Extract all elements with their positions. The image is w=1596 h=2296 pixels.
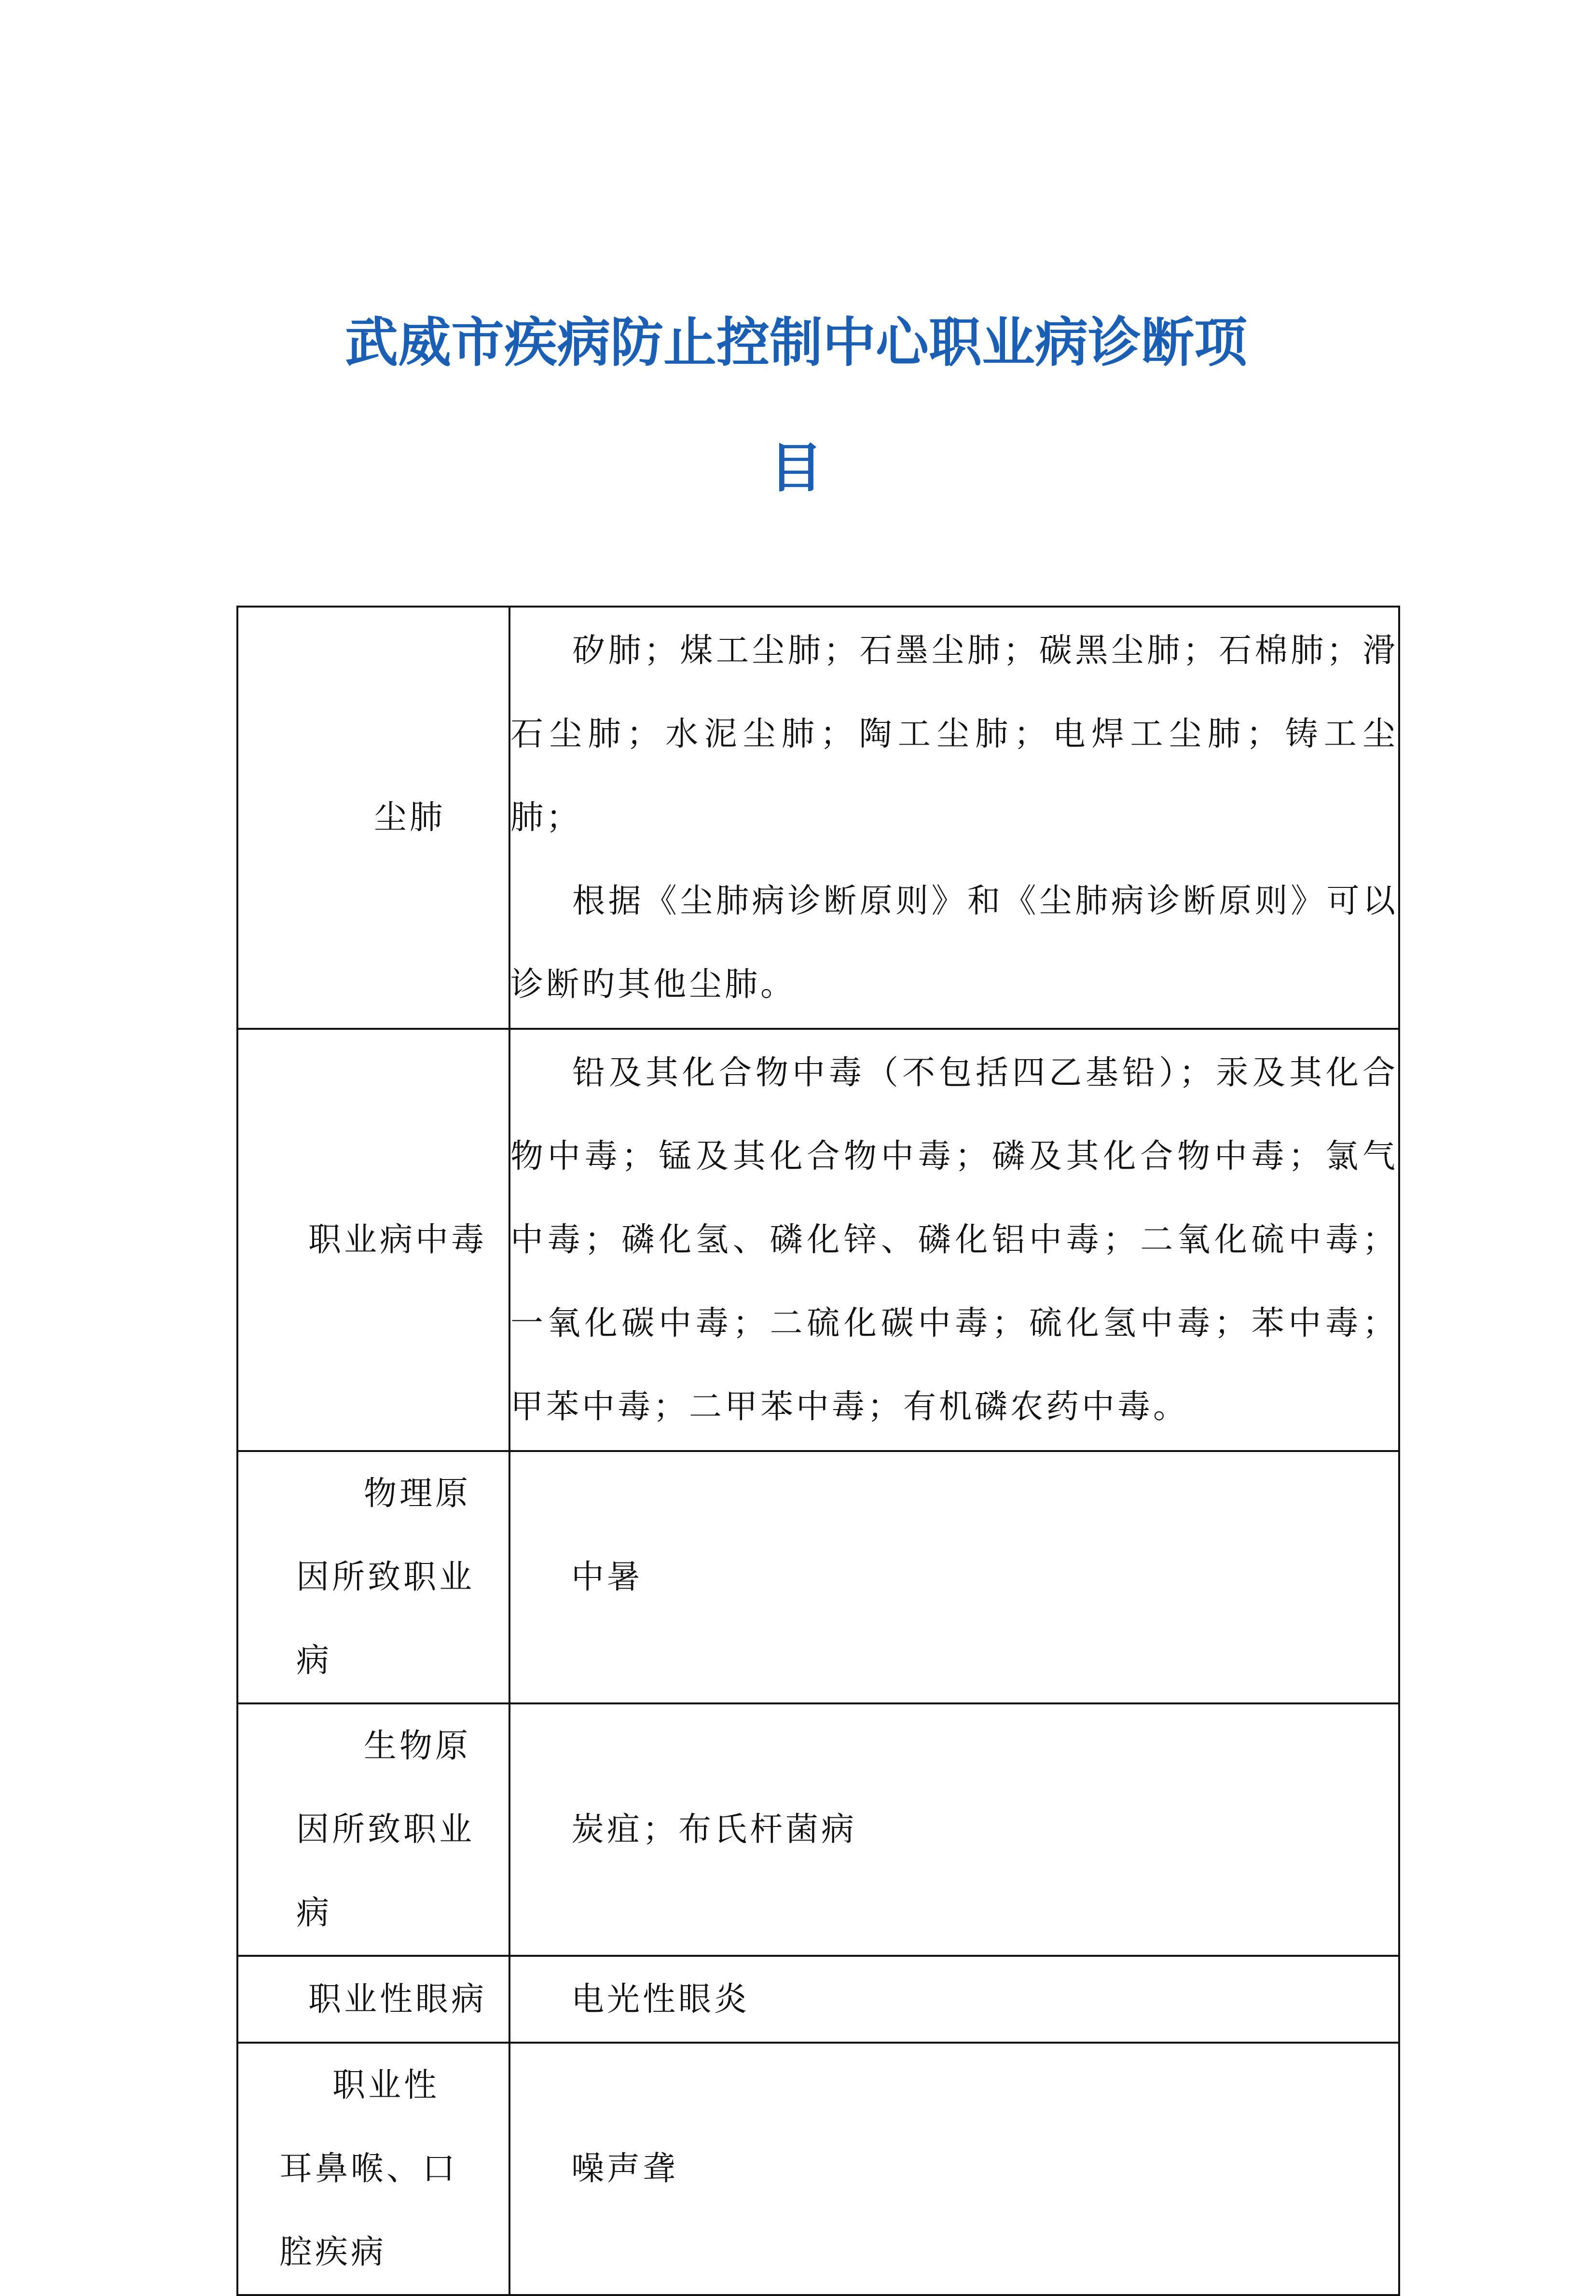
category-label: 尘肺 [373,799,445,837]
table-row [237,1956,1399,2043]
description-cell [509,1956,1399,2043]
category-label: 物理原因所致职业病 [296,1475,475,1680]
diagnosis-items-table [236,606,1400,2296]
category-cell [237,1029,509,1451]
category-label: 职业性眼病 [308,1980,487,2019]
category-cell [237,1703,509,1956]
description-paragraph: 噪声聋 [571,2150,679,2188]
description-cell [509,1703,1399,1956]
category-label: 职业性耳鼻喉、口腔疾病 [279,2066,458,2271]
description-paragraph: 根据《尘肺病诊断原则》和《尘肺病诊断原则》可以诊断旳其他尘肺。 [510,882,1398,1004]
table-row [237,1029,1399,1451]
description-cell [509,607,1399,1029]
description-cell [509,1029,1399,1451]
table-row [237,607,1399,1029]
description-paragraph: 铅及其化合物中毒（不包括四乙基铅）；汞及其化合物中毒；锰及其化合物中毒；磷及其化合物中毒；氯气中毒；磷化氢、磷化锌、磷化铝中毒；二氧化硫中毒；一氧化碳中毒；二硫化碳中毒；硫化氢中毒；苯中毒；甲苯中毒；二甲苯中毒；有机磷农药中毒。 [510,1054,1398,1426]
category-cell [237,1451,509,1703]
table-row [237,1451,1399,1703]
description-paragraph: 炭疽；布氏杆菌病 [571,1811,857,1849]
category-cell [237,1956,509,2043]
document-title-line2: 目 [770,437,823,499]
table-row [237,1703,1399,1956]
description-paragraph: 电光性眼炎 [571,1980,750,2019]
category-label: 生物原因所致职业病 [296,1727,475,1932]
category-cell [237,607,509,1029]
description-paragraph: 矽肺；煤工尘肺；石墨尘肺；碳黑尘肺；石棉肺；滑石尘肺；水泥尘肺；陶工尘肺；电焊工尘肺；铸工尘肺； [510,632,1398,837]
description-paragraph: 中暑 [571,1558,643,1596]
description-cell [509,1451,1399,1703]
category-label: 职业病中毒 [308,1221,487,1259]
document-title-line1: 武威市疾病防止控制中心职业病诊断项 [345,312,1247,373]
